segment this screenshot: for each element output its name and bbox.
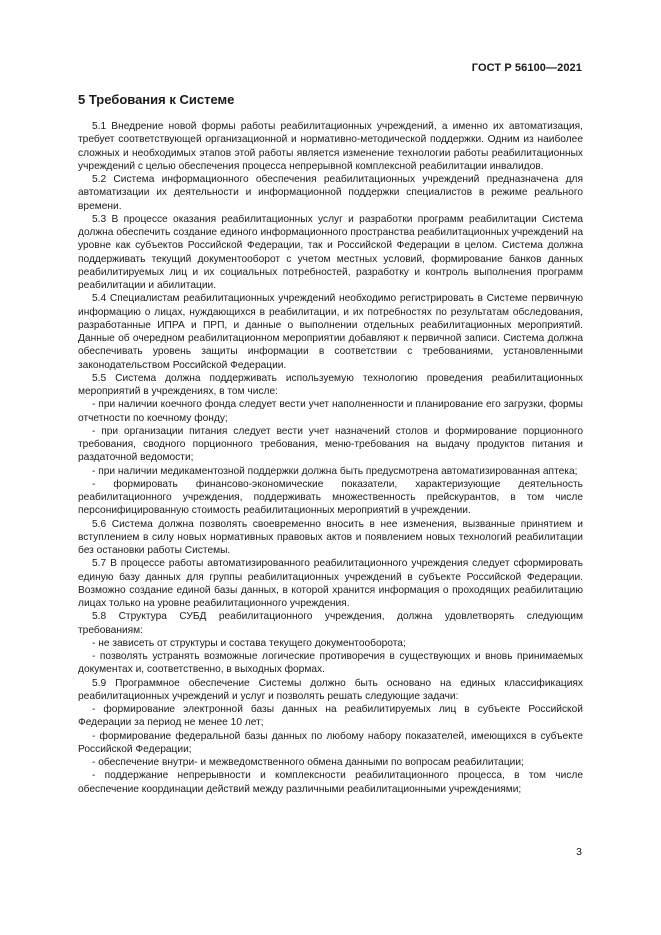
page-number: 3 xyxy=(576,846,582,858)
paragraph: - позволять устранять возможные логические противоречия в существующих и вновь принимаемых документах и, соответственно, в выходных формах. xyxy=(78,651,583,676)
paragraph: - формирование электронной базы данных на реабилитируемых лиц в субъекте Российской Федерации за период не менее 10 лет; xyxy=(78,704,583,729)
paragraph: 5.8 Структура СУБД реабилитационного учреждения, должна удовлетворять следующим требованиям: xyxy=(78,611,583,636)
body-text xyxy=(78,120,583,796)
paragraph: - формировать финансово-экономические показатели, характеризующие деятельность реабилитационного учреждения, поддерживать множественность прейскурантов, в том числе персонифицированную стоимость реабилитационных мероприятий в учреждении. xyxy=(78,478,583,517)
paragraph: - при наличии медикаментозной поддержки должна быть предусмотрена автоматизированная аптека; xyxy=(92,465,578,477)
paragraph: 5.4 Специалистам реабилитационных учреждений необходимо регистрировать в Системе первичную информацию о лицах, нуждающихся в реабилитации, и их потребностях по результатам обследования, разработанные ИПРА и ПРП, и данные о выполнении отдельных реабилитационных мероприятий. Данные об очередном реабилитационном мероприятии добавляют к первичной записи. Система должна обеспечивать уровень защиты информации в соответствии с требованиями, установленными законодательством Российской Федерации. xyxy=(78,293,583,371)
paragraph: - обеспечение внутри- и межведомственного обмена данными по вопросам реабилитации; xyxy=(92,757,524,768)
paragraph: 5.9 Программное обеспечение Системы должно быть основано на единых классификациях реабилитационных учреждений и услуг и позволять решать следующие задачи: xyxy=(78,677,583,702)
paragraph: 5.1 Внедрение новой формы работы реабилитационных учреждений, а именно их автоматизация, требует соответствующей организационной и нормативно-методической поддержки. Одним из наиболее сложных и необходимых этапов этой работы является изменение технологии работы реабилитационных учреждений с целью обеспечения процесса непрерывной комплексной реабилитации инвалидов. xyxy=(78,121,583,172)
section-title: 5 Требования к Системе xyxy=(78,92,235,107)
paragraph: - при наличии коечного фонда следует вести учет наполненности и планирование его загрузки, формы отчетности по коечному фонду; xyxy=(78,399,583,424)
paragraph: 5.7 В процессе работы автоматизированного реабилитационного учреждения следует сформировать единую базу данных для группы реабилитационных учреждений в субъекте Российской Федерации. Возможно создание единой базы данных, в которой хранится информация о проходящих реабилитацию лицах только на уровне реабилитационного учреждения. xyxy=(78,558,583,609)
paragraph: 5.2 Система информационного обеспечения реабилитационных учреждений предназначена для автоматизации их деятельности и информационной поддержки специалистов в режиме реального времени. xyxy=(78,174,583,212)
paragraph: - при организации питания следует вести учет назначений столов и формирование порционного требования, сводного порционного требования, меню-требования на выдачу продуктов питания и раздаточной ведомости; xyxy=(78,425,583,464)
document-header-code: ГОСТ Р 56100—2021 xyxy=(471,62,582,74)
paragraph: - поддержание непрерывности и комплексности реабилитационного процесса, в том числе обеспечение координации действий между различными реабилитационными учреждениями; xyxy=(78,770,583,795)
paragraph: - не зависеть от структуры и состава текущего документооборота; xyxy=(92,637,406,649)
paragraph: 5.3 В процессе оказания реабилитационных услуг и разработки программ реабилитации Система должна обеспечить создание единого информационного пространства реабилитационных учреждений на уровне как субъектов Российской Федерации, так и Российской Федерации в целом. Система должна поддерживать текущий документооборот с учетом местных условий, формирование банков данных реабилитируемых лиц и их социальных потребностей, разработку и контроль выполнения программ реабилитации и абилитации. xyxy=(78,213,583,291)
paragraph: - формирование федеральной базы данных по любому набору показателей, имеющихся в субъекте Российской Федерации; xyxy=(78,730,583,755)
paragraph: 5.6 Система должна позволять своевременно вносить в нее изменения, вызванные принятием и вступлением в силу новых нормативных правовых актов и появлением новых технологий реабилитации без остановки работы Системы. xyxy=(78,518,583,556)
paragraph: 5.5 Система должна поддерживать используемую технологию проведения реабилитационных мероприятий в учреждениях, в том числе: xyxy=(78,372,583,397)
